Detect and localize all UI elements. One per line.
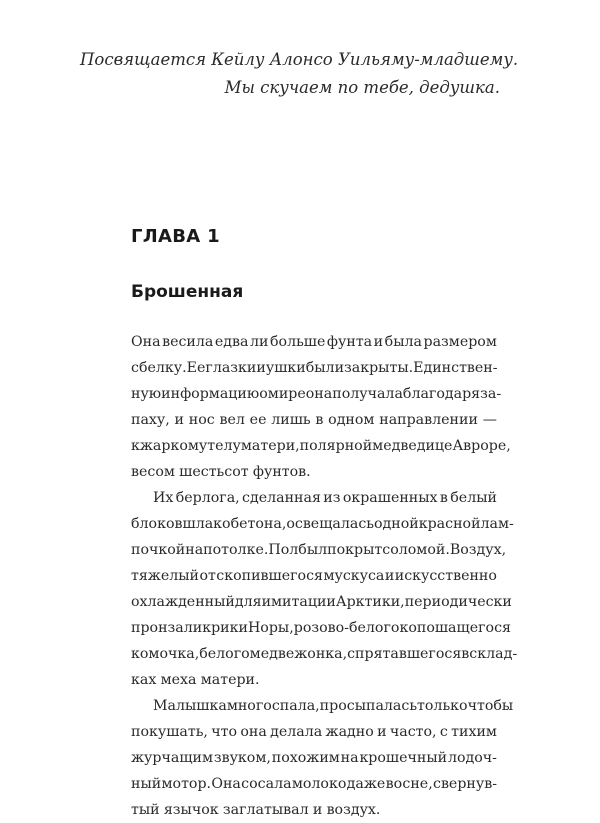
word: сне, bbox=[402, 776, 433, 792]
word: язычок bbox=[163, 802, 219, 818]
word: белый bbox=[450, 490, 497, 506]
word: с bbox=[131, 360, 139, 376]
word: медвежонка, bbox=[249, 646, 348, 662]
word: много bbox=[226, 698, 272, 714]
word: едва bbox=[214, 334, 249, 350]
word: в bbox=[461, 646, 470, 662]
word: фунта bbox=[326, 334, 373, 350]
word: периодически bbox=[404, 594, 512, 610]
word: фунтов. bbox=[252, 464, 311, 480]
word: Пол bbox=[268, 542, 299, 558]
word: лишь bbox=[271, 412, 311, 428]
word: одной bbox=[374, 516, 419, 532]
word: от bbox=[199, 568, 216, 584]
word: она bbox=[240, 724, 267, 740]
word: Норы, bbox=[247, 620, 294, 636]
word: только bbox=[417, 698, 468, 714]
word: пронзали bbox=[131, 620, 203, 636]
text-line bbox=[131, 355, 497, 381]
dedication bbox=[80, 46, 519, 102]
word: и bbox=[384, 568, 395, 584]
word: жаркому bbox=[139, 438, 208, 454]
word: весила bbox=[162, 334, 214, 350]
word: белку. bbox=[138, 360, 187, 376]
word: просыпалась bbox=[319, 698, 418, 714]
word: ушки bbox=[265, 360, 306, 376]
text-line bbox=[131, 745, 497, 771]
word: ли bbox=[249, 334, 269, 350]
word: белого bbox=[199, 646, 250, 662]
word: спала, bbox=[271, 698, 320, 714]
word: сделанная bbox=[242, 490, 321, 506]
word: шлакобетона, bbox=[182, 516, 287, 532]
chapter-number: ГЛАВА 1 bbox=[131, 226, 220, 247]
word: мире bbox=[267, 386, 306, 402]
word: за- bbox=[480, 386, 502, 402]
word: жадно bbox=[325, 724, 374, 740]
word: во bbox=[385, 776, 403, 792]
dedication-line: Посвящается Кейлу Алонсо Уильяму-младшему. bbox=[80, 50, 519, 69]
word: Она bbox=[131, 334, 161, 350]
word: воздух. bbox=[326, 802, 381, 818]
word: делала bbox=[270, 724, 323, 740]
word: глазки bbox=[205, 360, 257, 376]
word: склад- bbox=[469, 646, 518, 662]
word: и bbox=[312, 802, 323, 818]
word: на bbox=[185, 542, 204, 558]
word: ее bbox=[249, 412, 267, 428]
word: весом bbox=[131, 464, 175, 480]
word: крики bbox=[202, 620, 248, 636]
text-line bbox=[131, 771, 497, 797]
word: Арктики, bbox=[335, 594, 405, 610]
word: матери. bbox=[200, 672, 260, 688]
word: ный bbox=[131, 776, 162, 792]
word: скопившегося bbox=[216, 568, 323, 584]
word: искусственно bbox=[394, 568, 497, 584]
word: о bbox=[259, 386, 268, 402]
word: — bbox=[482, 412, 497, 428]
word: одном bbox=[328, 412, 375, 428]
word: заглатывал bbox=[222, 802, 309, 818]
word: Их bbox=[153, 490, 174, 506]
word: нос bbox=[188, 412, 215, 428]
word: тихим bbox=[451, 724, 497, 740]
word: охлажденный bbox=[131, 594, 235, 610]
word: Воздух, bbox=[449, 542, 507, 558]
word: паху, bbox=[131, 412, 170, 428]
word: крошечный bbox=[359, 750, 448, 766]
word: тяжелый bbox=[131, 568, 200, 584]
word: комочка, bbox=[131, 646, 200, 662]
word: больше bbox=[269, 334, 326, 350]
text-line bbox=[131, 329, 497, 355]
text-line bbox=[131, 797, 497, 823]
word: блоков bbox=[131, 516, 183, 532]
word: молоко bbox=[291, 776, 347, 792]
word: берлога, bbox=[175, 490, 240, 506]
word: в bbox=[315, 412, 324, 428]
text-line bbox=[131, 433, 511, 459]
word: для bbox=[234, 594, 262, 610]
word: был bbox=[298, 542, 328, 558]
word: почкой bbox=[131, 542, 186, 558]
word: копошащегося bbox=[399, 620, 511, 636]
word: что bbox=[211, 724, 238, 740]
word: полярной bbox=[299, 438, 373, 454]
word: спрятавшегося bbox=[347, 646, 462, 662]
word: медведице bbox=[372, 438, 453, 454]
word: красной bbox=[418, 516, 481, 532]
word: Авроре, bbox=[452, 438, 511, 454]
text-line bbox=[131, 381, 502, 407]
word: мотор. bbox=[161, 776, 212, 792]
word: получала bbox=[332, 386, 403, 402]
word: информацию bbox=[161, 386, 260, 402]
word: окрашенных bbox=[342, 490, 438, 506]
word: в bbox=[439, 490, 448, 506]
text-line bbox=[131, 407, 497, 433]
word: сосала bbox=[241, 776, 292, 792]
word: покрыт bbox=[327, 542, 383, 558]
word: с bbox=[439, 724, 448, 740]
text-line bbox=[131, 615, 511, 641]
word: к bbox=[131, 438, 140, 454]
word: ках bbox=[131, 672, 157, 688]
text-line bbox=[131, 719, 497, 745]
word: Единствен- bbox=[413, 360, 498, 376]
word: потолке. bbox=[203, 542, 269, 558]
word: чтобы bbox=[467, 698, 514, 714]
word: даже bbox=[346, 776, 386, 792]
word: и bbox=[256, 360, 266, 376]
word: меха bbox=[160, 672, 197, 688]
word: звуком, bbox=[213, 750, 271, 766]
word: ную bbox=[131, 386, 162, 402]
word: часто, bbox=[389, 724, 437, 740]
text-line bbox=[131, 693, 514, 719]
word: Ее bbox=[186, 360, 206, 376]
word: на bbox=[340, 750, 359, 766]
word: лодоч- bbox=[447, 750, 497, 766]
word: благодаря bbox=[402, 386, 481, 402]
word: лам- bbox=[480, 516, 514, 532]
chapter-title: Брошенная bbox=[131, 282, 244, 302]
word: тый bbox=[131, 802, 160, 818]
dedication-line: Мы скучаем по тебе, дедушка. bbox=[224, 78, 500, 97]
text-line bbox=[131, 485, 497, 511]
word: имитации bbox=[261, 594, 336, 610]
text-line bbox=[131, 459, 497, 485]
word: розово-белого bbox=[293, 620, 400, 636]
word: соломой. bbox=[382, 542, 450, 558]
word: шестьсот bbox=[179, 464, 249, 480]
word: журчащим bbox=[131, 750, 214, 766]
word: мускуса bbox=[323, 568, 385, 584]
word: похожим bbox=[271, 750, 340, 766]
text-line bbox=[131, 537, 507, 563]
word: матери, bbox=[240, 438, 300, 454]
word: телу bbox=[207, 438, 241, 454]
text-line bbox=[131, 563, 497, 589]
word: из bbox=[323, 490, 341, 506]
word: и bbox=[174, 412, 185, 428]
word: были bbox=[305, 360, 345, 376]
word: и bbox=[377, 724, 387, 740]
text-line bbox=[131, 589, 512, 615]
word: она bbox=[305, 386, 333, 402]
word: покушать, bbox=[131, 724, 208, 740]
word: свернув- bbox=[433, 776, 497, 792]
word: Она bbox=[211, 776, 241, 792]
word: и bbox=[373, 334, 384, 350]
text-line bbox=[131, 641, 518, 667]
word: вел bbox=[219, 412, 245, 428]
word: освещалась bbox=[286, 516, 374, 532]
word: закрыты. bbox=[344, 360, 414, 376]
word: направлении bbox=[379, 412, 478, 428]
body-text bbox=[131, 329, 518, 823]
word: размером bbox=[423, 334, 497, 350]
word: была bbox=[384, 334, 422, 350]
text-line bbox=[131, 511, 514, 537]
word: Малышка bbox=[153, 698, 227, 714]
text-line bbox=[131, 667, 497, 693]
